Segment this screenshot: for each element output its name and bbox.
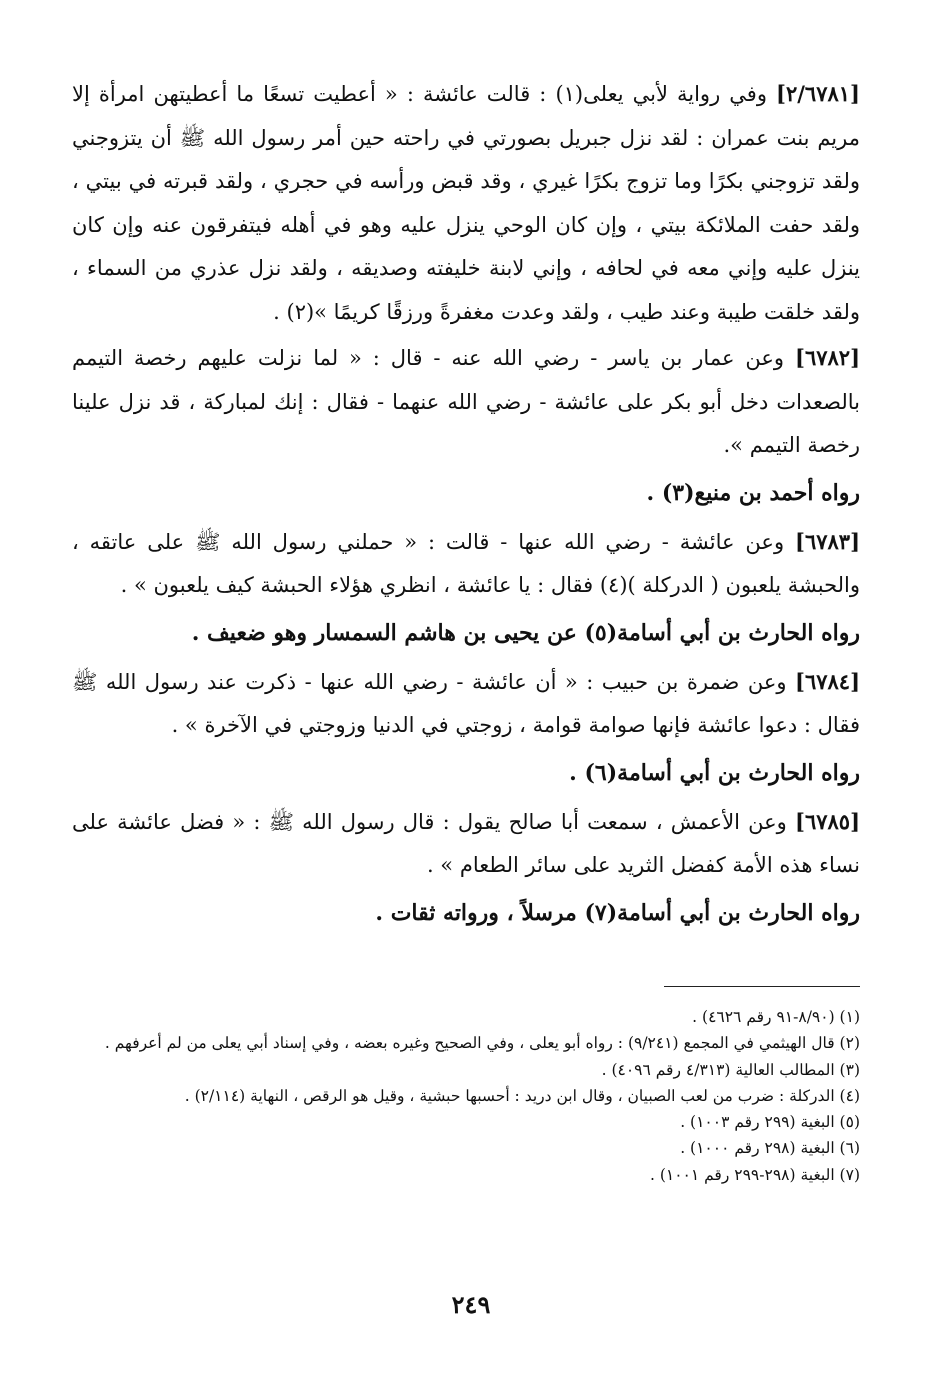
hadith-text: وعن عمار بن ياسر - رضي الله عنه - قال : « لما نزلت عليهم رخصة التيمم بالصعدات دخل أبو بكر على عائشة - رضي الله عنهما - فقال : إنك لمباركة ، قد نزل علينا رخصة التيمم ».: [72, 346, 860, 457]
footnote-separator: [664, 986, 860, 987]
hadith-number: [٦٧٨٥]: [795, 808, 860, 834]
footnote-4: (٤) الدركلة : ضرب من لعب الصبيان ، وقال ابن دريد : أحسبها حبشية ، وقيل هو الرقص ، النهاية (٢/١١٤) .: [184, 1086, 860, 1105]
hadith-6781-2: [72, 72, 860, 334]
hadith-number: [٢/٦٧٨١]: [776, 81, 860, 106]
footnote-7: (٧) البغية (٢٩٨-٢٩٩ رقم ١٠٠١) .: [649, 1165, 860, 1184]
hadith-number: [٦٧٨٢]: [795, 345, 860, 370]
hadith-6785: [72, 800, 860, 888]
page-number: ٢٤٩: [451, 1290, 491, 1319]
main-text: [72, 72, 860, 940]
hadith-text: وعن عائشة - رضي الله عنها - قالت : « حملني رسول الله ﷺ على عاتقه ، والحبشة يلعبون ( الدركلة )(٤) فقال : يا عائشة ، انظري هؤلاء الحبشة كيف يلعبون » .: [72, 529, 860, 597]
hadith-number: [٦٧٨٣]: [795, 528, 860, 554]
footnote-2: (٢) قال الهيثمي في المجمع (٩/٢٤١) : رواه أبو يعلى ، وفي الصحيح وغيره بعضه ، وفي إسناد أبي يعلى من لم أعرفهم .: [104, 1034, 860, 1053]
narration-6783: رواه الحارث بن أبي أسامة(٥) عن يحيى بن هاشم السمسار وهو ضعيف .: [191, 619, 860, 646]
hadith-6783: [72, 520, 860, 608]
hadith-text: وعن ضمرة بن حبيب : « أن عائشة - رضي الله عنها - ذكرت عند رسول الله ﷺ فقال : دعوا عائشة فإنها صوامة قوامة ، زوجتي في الدنيا وزوجتي في الآخرة » .: [72, 669, 860, 737]
hadith-number: [٦٧٨٤]: [795, 668, 860, 694]
footnotes: [72, 1004, 860, 1188]
hadith-6784: [72, 660, 860, 748]
hadith-text: وعن الأعمش ، سمعت أبا صالح يقول : قال رسول الله ﷺ : « فضل عائشة على نساء هذه الأمة كفضل الثريد على سائر الطعام » .: [72, 809, 860, 877]
hadith-text: وفي رواية لأبي يعلى(١) : قالت عائشة : « أعطيت تسعًا ما أعطيتهن امرأة إلا مريم بنت عمران : لقد نزل جبريل بصورتي في راحته حين أمر رسول الله ﷺ أن يتزوجني ولقد تزوجني بكرًا وما تزوج بكرًا غيري ، وقد قبض ورأسه في حجري ، ولقد قبرته في بيتي ، ولقد حفت الملائكة بيتي ، وإن كان الوحي ينزل عليه وهو في أهله فيتفرقون عنه وإن كان ينزل عليه وإني معه في لحافه ، وإني لابنة خليفته وصديقه ، ولقد نزل عذري من السماء ، ولقد خلقت طيبة وعند طيب ، ولقد وعدت مغفرةً ورزقًا كريمًا »(٢) .: [72, 82, 860, 324]
footnote-3: (٣) المطالب العالية (٤/٣١٣ رقم ٤٠٩٦) .: [601, 1060, 860, 1079]
hadith-6782: [72, 336, 860, 468]
narration-6784: رواه الحارث بن أبي أسامة(٦) .: [569, 759, 860, 786]
footnote-6: (٦) البغية (٢٩٨ رقم ١٠٠٠) .: [680, 1139, 860, 1158]
narration-6785: رواه الحارث بن أبي أسامة(٧) مرسلاً ، ورواته ثقات .: [375, 899, 860, 926]
footnote-5: (٥) البغية (٢٩٩ رقم ١٠٠٣) .: [680, 1113, 860, 1132]
footnote-1: (١) (٨/٩٠-٩١ رقم ٤٦٢٦) .: [692, 1008, 860, 1026]
narration-6782: رواه أحمد بن منيع(٣) .: [646, 479, 860, 506]
